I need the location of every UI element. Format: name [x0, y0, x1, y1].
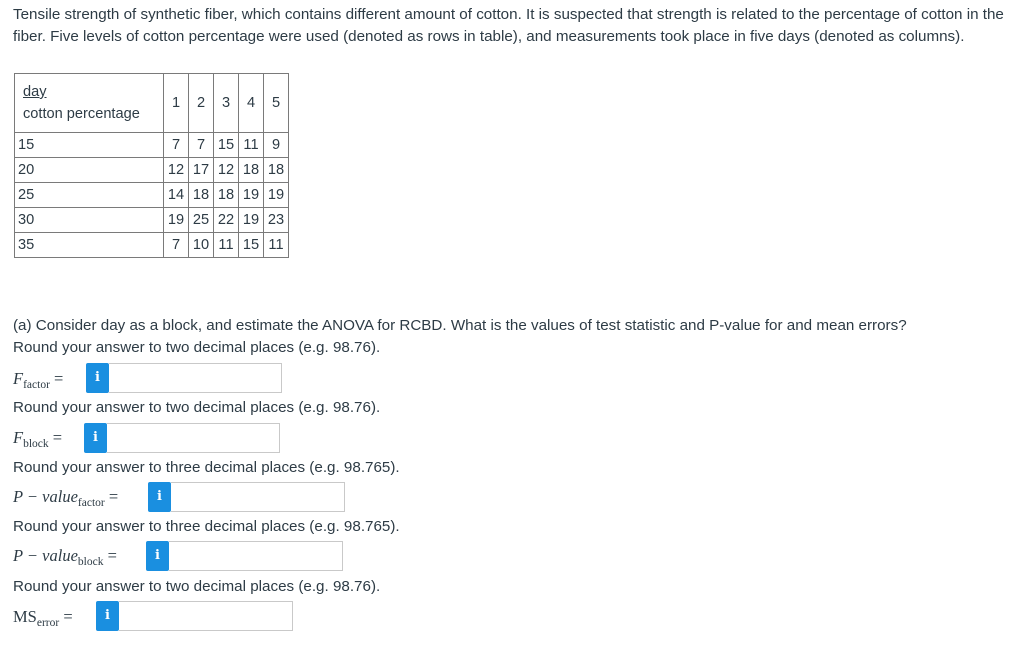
table-cell: 19	[264, 183, 289, 208]
table-row	[15, 233, 289, 258]
table-cell: 11	[214, 233, 239, 258]
table-row	[15, 158, 289, 183]
table-header-row	[15, 74, 289, 133]
row-label: 20	[15, 158, 164, 183]
table-cell: 9	[264, 133, 289, 158]
row-label: 15	[15, 133, 164, 158]
info-icon[interactable]: i	[84, 423, 107, 453]
table-cell: 12	[214, 158, 239, 183]
ms-error-label: $MS_{error}$ =	[13, 607, 73, 629]
table-cell: 17	[189, 158, 214, 183]
table-row	[15, 183, 289, 208]
table-cell: 18	[239, 158, 264, 183]
rounding-instruction: Round your answer to two decimal places (e.g. 98.76).	[13, 399, 381, 416]
p-value-factor-label: P − value$_{factor}$ =	[13, 487, 119, 509]
rounding-instruction: Round your answer to two decimal places (e.g. 98.76).	[13, 578, 381, 595]
problem-intro: Tensile strength of synthetic fiber, which contains different amount of cotton. It is suspected that strength is related to the percentage of cotton in the fiber. Five levels of cotton percentage were used (denoted as rows in table), and measurements took place in five days (denoted as columns).	[13, 6, 1004, 45]
day-header-2: 2	[189, 74, 214, 133]
table-cell: 18	[189, 183, 214, 208]
table-cell: 15	[239, 233, 264, 258]
row-label: 30	[15, 208, 164, 233]
day-header-1: 1	[164, 74, 189, 133]
table-cell: 18	[264, 158, 289, 183]
ms-error-input[interactable]	[119, 601, 293, 631]
table-cell: 15	[214, 133, 239, 158]
day-header-4: 4	[239, 74, 264, 133]
p-value-block-input[interactable]	[169, 541, 343, 571]
table-cell: 23	[264, 208, 289, 233]
table-cell: 10	[189, 233, 214, 258]
info-icon[interactable]: i	[148, 482, 171, 512]
rounding-instruction: Round your answer to two decimal places (e.g. 98.76).	[13, 339, 381, 356]
table-row	[15, 208, 289, 233]
p-value-block-label: P − value$_{block}$ =	[13, 546, 117, 568]
table-cell: 25	[189, 208, 214, 233]
table-cell: 19	[164, 208, 189, 233]
question-text: (a) Consider day as a block, and estimate the ANOVA for RCBD. What is the values of test statistic and P-value for and mean errors?	[13, 317, 907, 334]
table-cell: 7	[164, 233, 189, 258]
rounding-instruction: Round your answer to three decimal places (e.g. 98.765).	[13, 518, 400, 535]
table-cell: 18	[214, 183, 239, 208]
table-cell: 19	[239, 208, 264, 233]
f-block-label: $F_{block}$ =	[13, 428, 63, 450]
table-cell: 7	[189, 133, 214, 158]
info-icon[interactable]: i	[96, 601, 119, 631]
table-cell: 12	[164, 158, 189, 183]
corner-day-label: day	[23, 84, 47, 100]
day-header-5: 5	[264, 74, 289, 133]
table-cell: 14	[164, 183, 189, 208]
row-label: 35	[15, 233, 164, 258]
table-cell: 11	[239, 133, 264, 158]
p-value-factor-input[interactable]	[171, 482, 345, 512]
f-block-input[interactable]	[107, 423, 280, 453]
table-row	[15, 133, 289, 158]
info-icon[interactable]: i	[86, 363, 109, 393]
info-icon[interactable]: i	[146, 541, 169, 571]
row-label: 25	[15, 183, 164, 208]
f-factor-label: $F_{factor}$ =	[13, 369, 64, 391]
corner-cotton-label: cotton percentage	[23, 106, 140, 122]
rounding-instruction: Round your answer to three decimal places (e.g. 98.765).	[13, 459, 400, 476]
table-cell: 22	[214, 208, 239, 233]
table-corner-cell	[15, 74, 164, 133]
table-cell: 19	[239, 183, 264, 208]
f-factor-input[interactable]	[109, 363, 282, 393]
table-cell: 11	[264, 233, 289, 258]
data-table	[14, 73, 289, 258]
table-cell: 7	[164, 133, 189, 158]
day-header-3: 3	[214, 74, 239, 133]
